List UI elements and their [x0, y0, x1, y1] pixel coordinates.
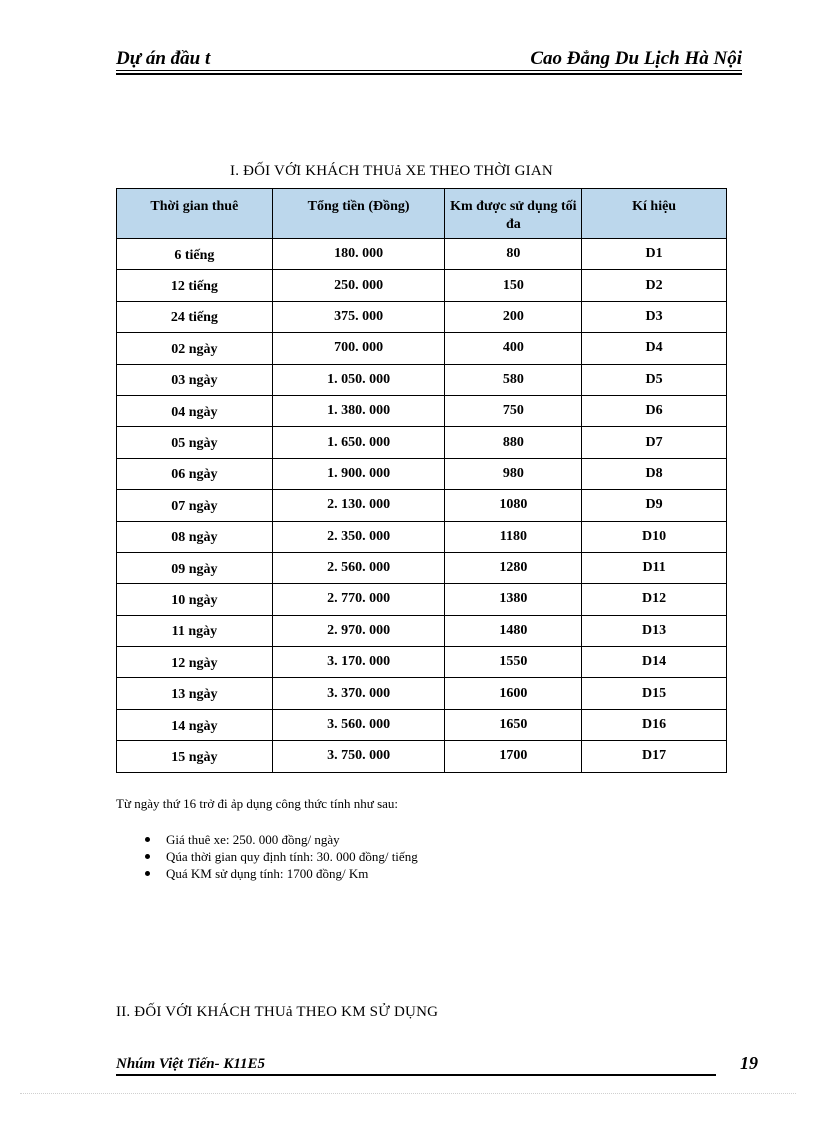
table-row [117, 239, 727, 270]
cell-max-km: 1280 [445, 552, 582, 583]
table-row [117, 584, 727, 615]
table-row [117, 678, 727, 709]
cell-total-cost: 2. 130. 000 [272, 490, 445, 521]
cell-code: D2 [582, 270, 727, 301]
table-row [117, 427, 727, 458]
page-bottom-border [20, 1093, 796, 1094]
footer-author: Nhúm Việt Tiến- K11E5 [116, 1056, 266, 1072]
cell-max-km: 880 [445, 427, 582, 458]
header-rule-thick [116, 73, 742, 75]
cell-max-km: 580 [445, 364, 582, 395]
header-school-name: Cao Đẳng Du Lịch Hà Nội [530, 48, 742, 69]
cell-total-cost: 1. 380. 000 [272, 395, 445, 426]
pricing-rules-list [116, 831, 418, 882]
cell-total-cost: 180. 000 [272, 239, 445, 270]
cell-max-km: 1080 [445, 490, 582, 521]
table-row [117, 709, 727, 740]
cell-total-cost: 3. 370. 000 [272, 678, 445, 709]
cell-code: D13 [582, 615, 727, 646]
list-item: Qúa thời gian quy định tính: 30. 000 đồng/ tiếng [116, 848, 418, 865]
list-item: Quá KM sử dụng tính: 1700 đồng/ Km [116, 865, 418, 882]
table-row [117, 552, 727, 583]
cell-max-km: 80 [445, 239, 582, 270]
cell-rental-time: 02 ngày [117, 333, 273, 364]
cell-code: D8 [582, 458, 727, 489]
cell-max-km: 1180 [445, 521, 582, 552]
cell-code: D16 [582, 709, 727, 740]
cell-rental-time: 15 ngày [117, 741, 273, 772]
cell-rental-time: 24 tiếng [117, 301, 273, 332]
table-row [117, 270, 727, 301]
cell-code: D6 [582, 395, 727, 426]
column-header-code: Kí hiệu [582, 189, 727, 239]
cell-code: D17 [582, 741, 727, 772]
cell-max-km: 1550 [445, 647, 582, 678]
formula-note: Từ ngày thứ 16 trở đi ảp dụng công thức tính như sau: [116, 796, 399, 811]
cell-total-cost: 3. 560. 000 [272, 709, 445, 740]
cell-total-cost: 250. 000 [272, 270, 445, 301]
cell-code: D10 [582, 521, 727, 552]
section-title-time-rental: I. ĐỐI VỚI KHÁCH THUả XE THEO THỜI GIAN [230, 163, 553, 179]
table-row [117, 521, 727, 552]
cell-total-cost: 3. 170. 000 [272, 647, 445, 678]
cell-code: D1 [582, 239, 727, 270]
cell-rental-time: 08 ngày [117, 521, 273, 552]
cell-total-cost: 1. 650. 000 [272, 427, 445, 458]
cell-max-km: 1600 [445, 678, 582, 709]
cell-rental-time: 04 ngày [117, 395, 273, 426]
cell-rental-time: 11 ngày [117, 615, 273, 646]
table-header-row [117, 189, 727, 239]
cell-max-km: 750 [445, 395, 582, 426]
cell-max-km: 1700 [445, 741, 582, 772]
cell-total-cost: 1. 900. 000 [272, 458, 445, 489]
cell-code: D14 [582, 647, 727, 678]
cell-code: D7 [582, 427, 727, 458]
cell-code: D3 [582, 301, 727, 332]
cell-max-km: 1380 [445, 584, 582, 615]
cell-rental-time: 13 ngày [117, 678, 273, 709]
table-row [117, 458, 727, 489]
cell-rental-time: 14 ngày [117, 709, 273, 740]
page-footer [116, 1054, 758, 1078]
cell-code: D12 [582, 584, 727, 615]
cell-rental-time: 6 tiếng [117, 239, 273, 270]
table-row [117, 364, 727, 395]
cell-rental-time: 12 tiếng [117, 270, 273, 301]
page-header [116, 46, 742, 70]
column-header-max-km: Km được sử dụng tối đa [445, 189, 582, 239]
cell-code: D15 [582, 678, 727, 709]
table-row [117, 647, 727, 678]
cell-total-cost: 1. 050. 000 [272, 364, 445, 395]
cell-code: D4 [582, 333, 727, 364]
cell-max-km: 1650 [445, 709, 582, 740]
cell-total-cost: 3. 750. 000 [272, 741, 445, 772]
table-row [117, 301, 727, 332]
footer-rule [116, 1074, 716, 1076]
cell-max-km: 980 [445, 458, 582, 489]
header-project-title: Dự án đầu t [116, 48, 211, 69]
cell-max-km: 200 [445, 301, 582, 332]
table-body [117, 239, 727, 773]
column-header-rental-time: Thời gian thuê [117, 189, 273, 239]
page-number: 19 [740, 1053, 758, 1073]
cell-code: D11 [582, 552, 727, 583]
rental-rates-table [116, 188, 727, 773]
cell-max-km: 400 [445, 333, 582, 364]
cell-rental-time: 05 ngày [117, 427, 273, 458]
table-row [117, 395, 727, 426]
cell-total-cost: 2. 350. 000 [272, 521, 445, 552]
cell-total-cost: 700. 000 [272, 333, 445, 364]
cell-total-cost: 2. 770. 000 [272, 584, 445, 615]
cell-rental-time: 07 ngày [117, 490, 273, 521]
header-rule [116, 70, 742, 71]
cell-rental-time: 03 ngày [117, 364, 273, 395]
column-header-total-cost: Tổng tiền (Đồng) [272, 189, 445, 239]
table-row [117, 741, 727, 772]
cell-total-cost: 2. 560. 000 [272, 552, 445, 583]
cell-max-km: 150 [445, 270, 582, 301]
cell-rental-time: 10 ngày [117, 584, 273, 615]
cell-total-cost: 375. 000 [272, 301, 445, 332]
cell-max-km: 1480 [445, 615, 582, 646]
cell-code: D9 [582, 490, 727, 521]
table-row [117, 490, 727, 521]
cell-code: D5 [582, 364, 727, 395]
section-title-km-rental: II. ĐỐI VỚI KHÁCH THUả THEO KM SỬ DỤNG [116, 1004, 439, 1020]
cell-rental-time: 09 ngày [117, 552, 273, 583]
table-row [117, 333, 727, 364]
cell-total-cost: 2. 970. 000 [272, 615, 445, 646]
cell-rental-time: 12 ngày [117, 647, 273, 678]
cell-rental-time: 06 ngày [117, 458, 273, 489]
table-row [117, 615, 727, 646]
list-item: Giá thuê xe: 250. 000 đồng/ ngày [116, 831, 418, 848]
